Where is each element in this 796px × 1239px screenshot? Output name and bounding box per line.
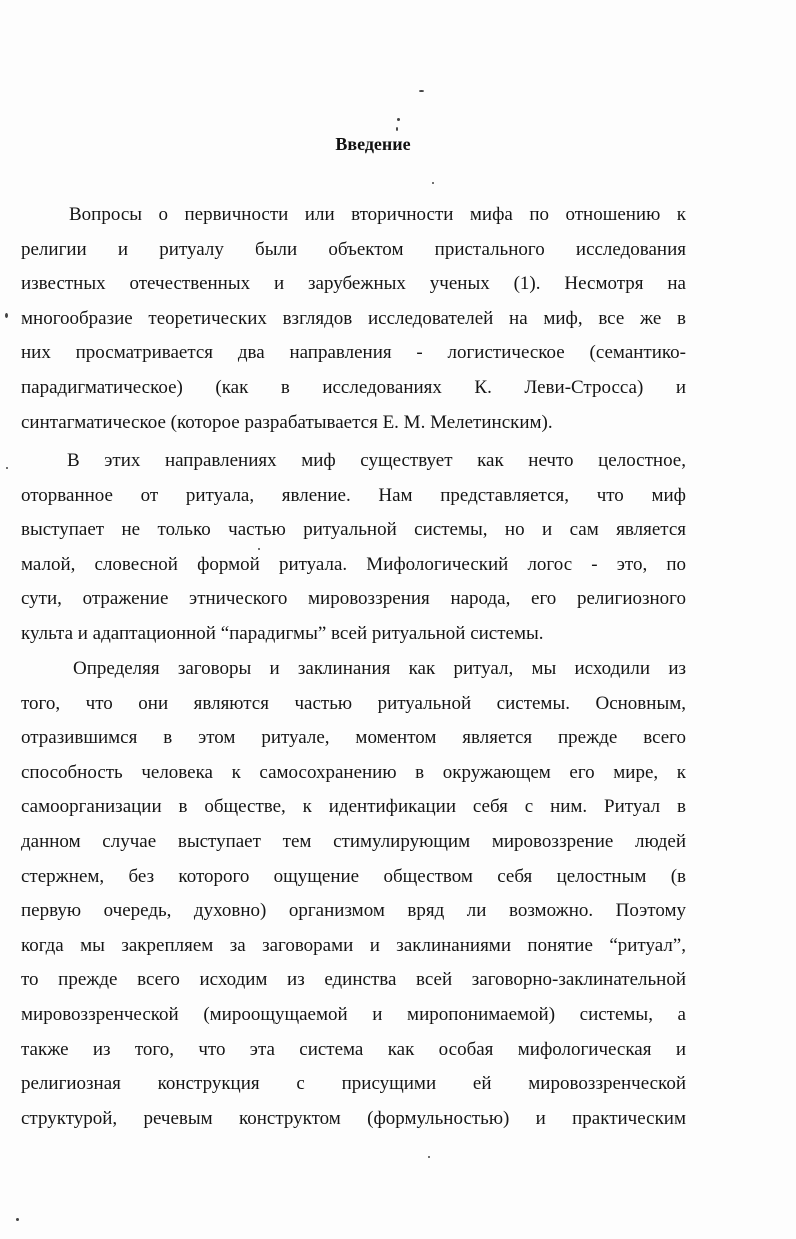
text-line: парадигматическое) (как в исследованиях К. Леви-Стросса) и: [21, 376, 686, 398]
text-line: них просматривается два направления - логистическое (семантико-: [21, 342, 686, 364]
text-line: то прежде всего исходим из единства всей заговорно-заклинательной: [21, 969, 686, 991]
scan-speck: [397, 118, 400, 121]
scan-speck: [258, 548, 260, 550]
text-line: религии и ритуалу были объектом пристального исследования: [21, 238, 686, 260]
text-line: многообразие теоретических взглядов исследователей на миф, все же в: [21, 307, 686, 329]
text-line: сути, отражение этнического мировоззрения народа, его религиозного: [21, 588, 686, 610]
text-line: мировоззренческой (мироощущаемой и миропонимаемой) системы, а: [21, 1003, 686, 1025]
text-line: способность человека к самосохранению в окружающем его мире, к: [21, 761, 686, 783]
text-line: также из того, что эта система как особая мифологическая и: [21, 1038, 686, 1060]
text-line: отразившимся в этом ритуале, моментом является прежде всего: [21, 727, 686, 749]
text-line: оторванное от ритуала, явление. Нам представляется, что миф: [21, 484, 686, 506]
scan-speck: [16, 1218, 19, 1221]
text-line: структурой, речевым конструктом (формульностью) и практическим: [21, 1107, 686, 1129]
text-line: религиозная конструкция с присущими ей мировоззренческой: [21, 1073, 686, 1095]
page-title: Введение: [335, 134, 411, 154]
text-line: Определяя заговоры и заклинания как ритуал, мы исходили из: [73, 658, 686, 679]
scan-speck: [5, 313, 8, 318]
text-line: культа и адаптационной “парадигмы” всей ритуальной системы.: [21, 622, 544, 644]
text-line: первую очередь, духовно) организмом вряд ли возможно. Поэтому: [21, 900, 686, 922]
scan-speck: [432, 182, 434, 184]
text-line: известных отечественных и зарубежных ученых (1). Несмотря на: [21, 273, 686, 295]
text-line: выступает не только частью ритуальной системы, но и сам является: [21, 519, 686, 541]
text-line: синтагматическое (которое разрабатывается Е. М. Мелетинским).: [21, 411, 553, 433]
paragraph-2: [21, 444, 686, 652]
text-line: В этих направлениях миф существует как нечто целостное,: [67, 450, 686, 471]
paragraph-1: [21, 198, 686, 440]
text-line: того, что они являются частью ритуальной системы. Основным,: [21, 692, 686, 714]
scan-speck: [6, 467, 8, 469]
scan-speck: [428, 1156, 430, 1158]
paragraph-3: [21, 652, 686, 1136]
text-line: данном случае выступает тем стимулирующим мировоззрение людей: [21, 830, 686, 852]
text-line: Вопросы о первичности или вторичности мифа по отношению к: [69, 204, 686, 225]
text-line: когда мы закрепляем за заговорами и заклинаниями понятие “ритуал”,: [21, 934, 686, 956]
text-line: самоорганизации в обществе, к идентификации себя с ним. Ритуал в: [21, 796, 686, 818]
scan-speck: [419, 90, 424, 92]
text-line: стержнем, без которого ощущение обществом себя целостным (в: [21, 865, 686, 887]
scan-speck: [396, 127, 398, 131]
text-line: малой, словесной формой ритуала. Мифологический логос - это, по: [21, 553, 686, 575]
